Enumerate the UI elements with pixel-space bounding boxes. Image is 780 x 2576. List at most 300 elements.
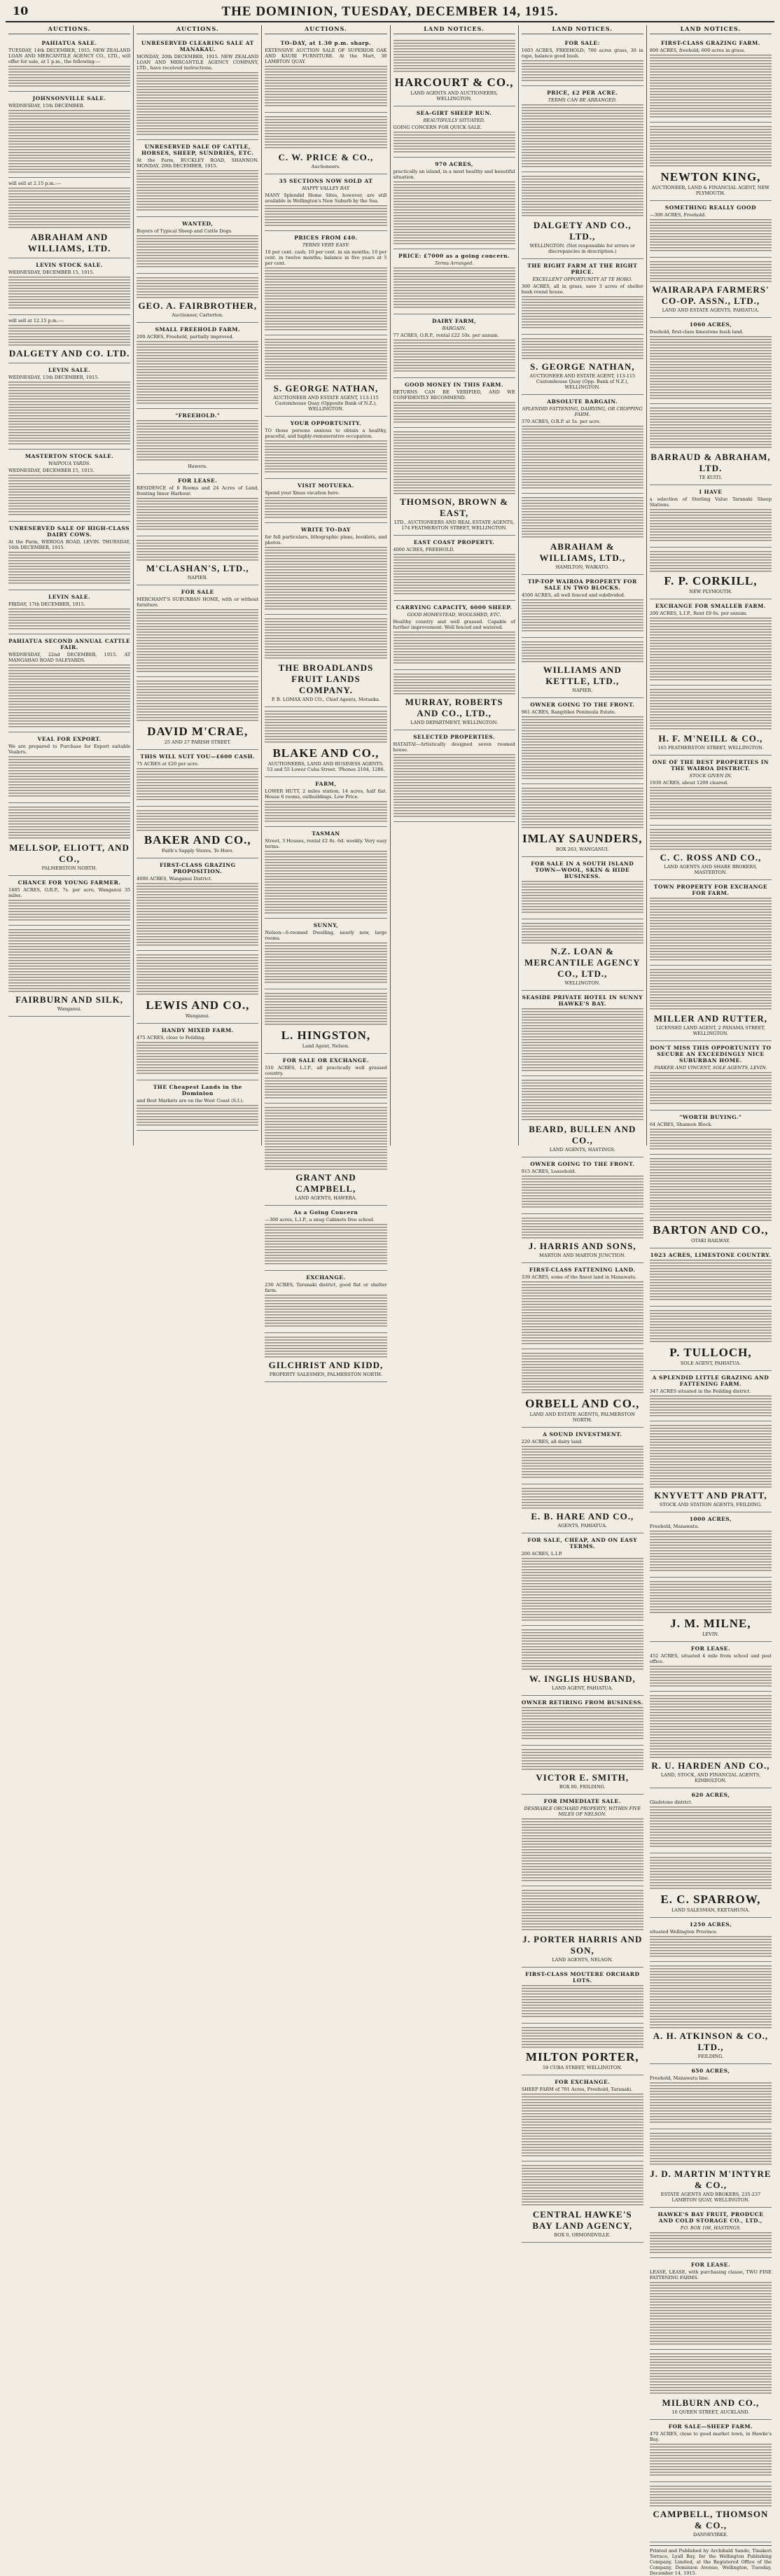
advertisement bbox=[650, 404, 772, 485]
advertisement bbox=[522, 1263, 643, 1349]
dense-text-block bbox=[265, 339, 386, 381]
advertisement bbox=[137, 474, 258, 536]
ad-title: TOWN PROPERTY FOR EXCHANGE FOR FARM. bbox=[653, 884, 768, 896]
dense-text-block bbox=[137, 681, 258, 723]
advertisement bbox=[522, 698, 643, 784]
ad-title: WRITE TO-DAY bbox=[300, 527, 351, 533]
column-1 bbox=[6, 25, 134, 1146]
ad-body: Healthy country and well grassed. Capable of further improvement. Well fenced and watered. bbox=[393, 619, 515, 630]
ad-body: 10 per cent. cash; 10 per cent. in six months; 10 per cent. in twelve months; balance in five years at 5 per cent. bbox=[265, 249, 387, 266]
ad-agent-name: M'CLASHAN'S, LTD., bbox=[146, 563, 249, 573]
ad-body: LEASE, LEASE, with purchasing clause, TWO FINE FATTENING FARMS. bbox=[649, 2269, 772, 2281]
dense-text-block bbox=[8, 475, 130, 517]
dense-text-block bbox=[522, 1629, 643, 1671]
advertisement bbox=[265, 777, 386, 827]
dense-text-block bbox=[137, 498, 258, 531]
dense-text-block bbox=[8, 325, 130, 346]
ad-address: LAND SALESMAN, EKETAHUNA. bbox=[671, 1907, 750, 1913]
advertisement bbox=[650, 1578, 772, 1642]
ad-agent-name: ABRAHAM & WILLIAMS, LTD., bbox=[539, 541, 626, 563]
dense-text-block bbox=[650, 1965, 772, 2028]
advertisement bbox=[265, 36, 386, 113]
dense-text-block bbox=[137, 810, 258, 831]
advertisement bbox=[650, 2129, 772, 2208]
ad-agent-name: MILLER AND RUTTER, bbox=[653, 1013, 767, 1024]
ad-subtitle: DESIRABLE ORCHARD PROPERTY, WITHIN FIVE MILES OF NELSON. bbox=[524, 1806, 641, 1817]
ad-address: TE KUITI. bbox=[699, 475, 723, 480]
dense-text-block bbox=[522, 1890, 643, 1932]
ad-title: 1060 ACRES, bbox=[689, 321, 732, 328]
ad-title: LEVIN SALE. bbox=[48, 594, 91, 600]
advertisement bbox=[137, 677, 258, 750]
advertisement bbox=[650, 1248, 772, 1307]
advertisement bbox=[8, 178, 130, 258]
ad-title: TASMAN bbox=[312, 830, 340, 837]
ad-body: 339 ACRES, some of the finest land in Manawatu. bbox=[521, 1274, 637, 1280]
page-number: 10 bbox=[13, 4, 29, 18]
advertisement bbox=[522, 1214, 643, 1263]
dense-text-block bbox=[650, 1310, 772, 1344]
ad-agent-name: S. GEORGE NATHAN, bbox=[529, 361, 635, 372]
ad-body: MERCHANT'S SUBURBAN HOME, with or without furniture. bbox=[137, 597, 259, 608]
dense-text-block bbox=[650, 2282, 772, 2345]
ad-title: WANTED, bbox=[182, 221, 214, 227]
ad-body: 4000 ACRES, FREEHOLD. bbox=[393, 547, 455, 552]
ad-agent-name: HARCOURT & CO., bbox=[394, 76, 514, 89]
dense-text-block bbox=[394, 40, 515, 74]
dense-text-block bbox=[137, 277, 258, 298]
ad-address: LAND, STOCK, AND FINANCIAL AGENTS, KIMBOLTON. bbox=[660, 1772, 761, 1783]
ad-address: WELLINGTON. (Not responsible for errors or discrepancies in description.) bbox=[529, 243, 636, 254]
ad-body: MANY Splendid Home Sites, however, are still available in Wellington's New Suburb by the Sea. bbox=[265, 193, 387, 204]
dense-text-block bbox=[522, 1558, 643, 1621]
dense-text-block bbox=[265, 1224, 386, 1266]
dense-text-block bbox=[650, 1395, 772, 1416]
dense-text-block bbox=[522, 426, 643, 489]
advertisement bbox=[650, 1853, 772, 1918]
advertisement bbox=[522, 1428, 643, 1484]
advertisement bbox=[650, 201, 772, 258]
ad-title: EAST COAST PROPERTY. bbox=[413, 539, 495, 545]
column-2 bbox=[134, 25, 262, 1146]
ad-address: WELLINGTON. bbox=[564, 980, 601, 986]
dense-text-block bbox=[137, 1042, 258, 1075]
advertisement bbox=[522, 638, 643, 698]
ad-address: 25 AND 27 PARISH STREET. bbox=[164, 739, 231, 745]
ad-address: MARTON AND MARTON JUNCTION. bbox=[539, 1253, 626, 1258]
dense-text-block bbox=[650, 2133, 772, 2166]
ad-address: BOX 9, ORMONDVILLE. bbox=[554, 2232, 611, 2238]
advertisement bbox=[522, 335, 643, 395]
dense-text-block bbox=[650, 829, 772, 850]
advertisement bbox=[650, 966, 772, 1041]
ad-agent-name: GRANT AND CAMPBELL, bbox=[295, 1172, 356, 1194]
ad-title: FARM, bbox=[315, 781, 337, 787]
advertisement bbox=[650, 485, 772, 548]
advertisement bbox=[522, 2075, 643, 2161]
dense-text-block bbox=[522, 1707, 643, 1741]
ad-address: NAPIER. bbox=[572, 688, 593, 693]
ad-title: MASTERTON STOCK SALE. bbox=[25, 453, 114, 459]
ad-title: FOR SALE—SHEEP FARM. bbox=[668, 2423, 753, 2430]
advertisement bbox=[137, 274, 258, 323]
columns bbox=[6, 25, 774, 2576]
ad-address: Hawera. bbox=[188, 464, 208, 469]
column-3 bbox=[262, 25, 390, 1377]
advertisement bbox=[522, 1484, 643, 1533]
ad-body: SHEEP FARM of 701 Acres, Freehold, Taranaki. bbox=[521, 2087, 633, 2092]
advertisement bbox=[265, 1333, 386, 1382]
dense-text-block bbox=[650, 1531, 772, 1573]
ad-title: CARRYING CAPACITY, 6000 SHEEP. bbox=[396, 604, 513, 611]
ad-subtitle: BARGAIN. bbox=[442, 326, 466, 331]
advertisement bbox=[522, 2024, 643, 2075]
ad-agent-name: GILCHRIST AND KIDD, bbox=[268, 1360, 384, 1370]
dense-text-block bbox=[265, 116, 386, 150]
ad-body: HATAITAI—Artistically designed seven roomed house. bbox=[393, 742, 515, 753]
ad-subtitle: STOCK GIVEN IN. bbox=[689, 773, 732, 779]
ad-title: 1023 ACRES, LIMESTONE COUNTRY. bbox=[650, 1252, 772, 1258]
ad-body: 470 ACRES, close to good market town, in Hawke's Bay. bbox=[649, 2431, 772, 2442]
advertisement bbox=[8, 590, 130, 634]
ad-agent-name: BARRAUD & ABRAHAM, LTD. bbox=[650, 452, 771, 473]
advertisement bbox=[522, 575, 643, 638]
advertisement bbox=[137, 217, 258, 274]
ad-address: BOX 263, WANGANUI. bbox=[555, 847, 609, 852]
advertisement bbox=[522, 784, 643, 857]
ad-body: WEDNESDAY, DECEMBER 15, 1915. bbox=[8, 468, 95, 473]
ad-body: 200 ACRES, L.I.P., Rent £9 6s. per annum. bbox=[649, 611, 748, 616]
advertisement bbox=[265, 1103, 386, 1206]
dense-text-block bbox=[137, 170, 258, 212]
dense-text-block bbox=[522, 1446, 643, 1480]
ad-body: 220 ACRES, all dairy land. bbox=[521, 1439, 583, 1444]
advertisement bbox=[265, 335, 386, 417]
advertisement bbox=[522, 172, 643, 259]
ad-title: PRICE, £2 PER ACRE. bbox=[547, 90, 618, 96]
ad-title: TIP-TOP WAIROA PROPERTY FOR SALE IN TWO BLOCKS. bbox=[527, 578, 637, 591]
ad-body: 1603 ACRES, FREEHOLD; 700 acres grass, 30 in rape, balance good bush. bbox=[521, 48, 643, 59]
advertisement bbox=[522, 1795, 643, 1886]
ad-address: NAPIER. bbox=[187, 575, 208, 580]
publisher-imprint: Printed and Published by Archibald Sando, Tinakori Terrace, Lyall Bay, for the Wellington Publishing Company, Limited, at the Registered Office of the Company, Dominion Avenue, Wellington, Tuesday, December 14, 1915. bbox=[650, 2545, 772, 2576]
ad-body: WEDNESDAY, DECEMBER 15, 1915. bbox=[8, 270, 95, 275]
ad-address: NEW PLYMOUTH. bbox=[689, 589, 732, 594]
advertisement bbox=[8, 803, 130, 876]
ad-agent-name: THE BROADLANDS FRUIT LANDS COMPANY. bbox=[278, 662, 374, 695]
dense-text-block bbox=[522, 1353, 643, 1395]
ad-address: HAMILTON, WAIKATO. bbox=[555, 564, 609, 570]
dense-text-block bbox=[394, 431, 515, 494]
column-heading: LAND NOTICES. bbox=[394, 25, 515, 34]
advertisement bbox=[394, 730, 515, 822]
ad-address: PALMERSTON NORTH. bbox=[41, 865, 97, 871]
ad-agent-name: GEO. A. FAIRBROTHER, bbox=[138, 300, 258, 311]
dense-text-block bbox=[265, 993, 386, 1026]
dense-text-block bbox=[650, 408, 772, 450]
dense-text-block bbox=[650, 1857, 772, 1891]
ad-title: EXCHANGE FOR SMALLER FARM. bbox=[655, 603, 766, 609]
ad-body: Spend your Xmas vacation here. bbox=[265, 490, 340, 496]
ad-body: a selection of Sterling Value Taranaki Sheep Stations. bbox=[649, 496, 772, 508]
ad-title: FIRST-CLASS MOUTERE ORCHARD LOTS. bbox=[525, 1971, 640, 1984]
ad-agent-name: J. HARRIS AND SONS, bbox=[528, 1241, 636, 1251]
ad-body: 800 ACRES, freehold; 600 acres in grass. bbox=[649, 48, 746, 53]
dense-text-block bbox=[650, 219, 772, 253]
ad-title: THE Cheapest Lands in the Dominion bbox=[153, 1084, 242, 1096]
dense-text-block bbox=[137, 954, 258, 996]
newspaper-title: THE DOMINION, TUESDAY, DECEMBER 14, 1915. bbox=[221, 4, 559, 19]
advertisement bbox=[522, 1076, 643, 1157]
ad-address: Land Agent, Nelson. bbox=[302, 1043, 350, 1049]
advertisement bbox=[8, 522, 130, 590]
ad-body: TUESDAY, 14th DECEMBER, 1915. NEW ZEALAND LOAN AND MERCANTILE AGENCY CO., LTD., will offer for sale, at 1 p.m., the following:— bbox=[8, 48, 131, 64]
ad-title: 650 ACRES, bbox=[691, 2068, 730, 2074]
ad-title: THE RIGHT FARM AT THE RIGHT PRICE. bbox=[527, 263, 638, 275]
ad-agent-name: DALGETY AND CO., LTD., bbox=[533, 220, 632, 242]
dense-text-block bbox=[394, 632, 515, 665]
ad-agent-name: WILLIAMS AND KETTLE, LTD., bbox=[543, 664, 622, 686]
ad-address: LAND AGENT, PAHIATUA. bbox=[552, 1685, 613, 1691]
ad-title: FIRST-CLASS FATTENING LAND. bbox=[529, 1267, 636, 1273]
advertisement bbox=[650, 258, 772, 318]
dense-text-block bbox=[394, 181, 515, 244]
dense-text-block bbox=[394, 554, 515, 596]
ad-agent-name: S. GEORGE NATHAN, bbox=[273, 383, 379, 394]
ad-agent-name: L. HINGSTON, bbox=[281, 1029, 371, 1042]
advertisement bbox=[650, 685, 772, 756]
dense-text-block bbox=[8, 756, 130, 798]
dense-text-block bbox=[650, 1158, 772, 1221]
ad-title: SEA-GIRT SHEEP RUN. bbox=[416, 110, 492, 116]
ad-body: for full particulars, lithographic plans, booklets, and photos. bbox=[265, 534, 387, 545]
ad-agent-name: WAIRARAPA FARMERS' CO-OP. ASSN., LTD., bbox=[652, 284, 769, 306]
dense-text-block bbox=[137, 420, 258, 462]
ad-agent-name: W. INGLIS HUSBAND, bbox=[529, 1673, 636, 1684]
advertisement bbox=[265, 919, 386, 989]
advertisement bbox=[650, 2064, 772, 2129]
ad-subtitle: EXCELLENT OPPORTUNITY AT TE HORO. bbox=[532, 277, 632, 282]
dense-text-block bbox=[265, 942, 386, 984]
ad-body: RETURNS CAN BE VERIFIED, AND WE CONFIDENTLY RECOMMEND. bbox=[393, 389, 515, 401]
advertisement bbox=[522, 36, 643, 86]
dense-text-block bbox=[137, 540, 258, 561]
column-5 bbox=[519, 25, 647, 2238]
dense-text-block bbox=[522, 1818, 643, 1881]
dense-text-block bbox=[265, 547, 386, 610]
column-heading: AUCTIONS. bbox=[137, 25, 258, 34]
dense-text-block bbox=[522, 788, 643, 830]
ad-body: and Best Markets are on the West Coast (S.I.). bbox=[137, 1098, 244, 1103]
ad-agent-name: LEWIS AND CO., bbox=[146, 998, 250, 1012]
ad-body: will sell at 2.15 p.m.:— bbox=[8, 181, 62, 186]
dense-text-block bbox=[522, 296, 643, 330]
advertisement bbox=[650, 548, 772, 599]
ad-subtitle: SPLENDID FATTENING, DAIRYING, OR CROPPING FARM. bbox=[522, 406, 643, 417]
ad-body: FRIDAY, 17th DECEMBER, 1915. bbox=[8, 601, 85, 607]
ad-body: MONDAY, 20th DECEMBER, 1915. NEW ZEALAND LOAN AND MERCANTILE AGENCY COMPANY, LTD., have received instructions. bbox=[137, 54, 259, 71]
ad-body: We are prepared to Purchase for Export suitable Vealers. bbox=[8, 744, 131, 755]
ad-body: 452 ACRES, situated 4 mile from school and post office. bbox=[649, 1653, 772, 1664]
ad-agent-name: E. B. HARE AND CO., bbox=[531, 1511, 634, 1522]
advertisement bbox=[265, 113, 386, 174]
ad-title: As a Going Concern bbox=[293, 1209, 358, 1216]
ad-agent-name: J. D. MARTIN M'INTYRE & CO., bbox=[650, 2168, 772, 2190]
ad-agent-name: FAIRBURN AND SILK, bbox=[15, 994, 124, 1005]
ad-address: LAND AGENTS AND SHARE BROKERS, MASTERTON. bbox=[664, 864, 758, 875]
dense-text-block bbox=[137, 883, 258, 946]
ad-title: FOR LEASE. bbox=[178, 478, 218, 484]
advertisement bbox=[522, 395, 643, 494]
advertisement bbox=[650, 2420, 772, 2482]
dense-text-block bbox=[650, 969, 772, 1011]
dense-text-block bbox=[8, 188, 130, 230]
advertisement bbox=[522, 1696, 643, 1746]
advertisement bbox=[650, 2208, 772, 2258]
ad-title: JOHNSONVILLE SALE. bbox=[32, 95, 106, 102]
dense-text-block bbox=[650, 261, 772, 282]
ad-address: AUCTIONEER AND ESTATE AGENT, 113-115 Customhouse Quay (Opposite Bank of N.Z.), WELLINGTON. bbox=[273, 395, 379, 412]
dense-text-block bbox=[394, 674, 515, 695]
advertisement bbox=[8, 258, 130, 315]
ad-body: 64 ACRES, Shannon Block. bbox=[649, 1122, 713, 1127]
ad-address: PROPERTY SALESMEN, PALMERSTON NORTH. bbox=[269, 1372, 383, 1377]
dense-text-block bbox=[8, 110, 130, 173]
dense-text-block bbox=[265, 66, 386, 108]
ad-title: DON'T MISS THIS OPPORTUNITY TO SECURE AN EXCEEDINGLY NICE SUBURBAN HOME. bbox=[650, 1045, 772, 1064]
ad-subtitle: BEAUTIFULLY SITUATED. bbox=[423, 118, 485, 123]
ad-title: FIRST-CLASS GRAZING PROPOSITION. bbox=[160, 862, 236, 875]
advertisement bbox=[650, 1307, 772, 1371]
advertisement bbox=[265, 417, 386, 479]
ad-address: AUCTIONEERS, LAND AND BUSINESS AGENTS. 53 and 55 Lower Cuba Street. 'Phones 2104, 1286. bbox=[267, 761, 385, 772]
ad-subtitle: WAIPOUA YARDS. bbox=[48, 461, 91, 466]
ad-address: LAND AGENTS, NELSON. bbox=[552, 1957, 613, 1963]
advertisement bbox=[522, 919, 643, 991]
advertisement bbox=[265, 1271, 386, 1333]
dense-text-block bbox=[522, 1008, 643, 1071]
advertisement bbox=[265, 615, 386, 707]
dense-text-block bbox=[522, 104, 643, 167]
advertisement bbox=[137, 858, 258, 951]
advertisement bbox=[650, 1041, 772, 1111]
dense-text-block bbox=[394, 132, 515, 153]
advertisement bbox=[394, 158, 515, 249]
advertisement bbox=[650, 1512, 772, 1578]
ad-title: TO-DAY, at 1.30 p.m. sharp. bbox=[280, 40, 372, 46]
advertisement bbox=[137, 951, 258, 1024]
ad-address: OTAKI RAILWAY. bbox=[691, 1238, 730, 1244]
dense-text-block bbox=[650, 2353, 772, 2395]
ad-address: 16 QUEEN STREET, AUCKLAND. bbox=[671, 2409, 750, 2415]
ad-subtitle: TERMS VERY EASY: bbox=[302, 242, 350, 248]
advertisement bbox=[650, 1692, 772, 1788]
advertisement bbox=[8, 926, 130, 1017]
advertisement bbox=[265, 1054, 386, 1103]
ad-title: SUNNY, bbox=[313, 922, 339, 928]
ad-title: FOR EXCHANGE. bbox=[555, 2079, 611, 2085]
advertisement bbox=[650, 1371, 772, 1421]
advertisement bbox=[650, 2482, 772, 2542]
ad-title: SMALL FREEHOLD FARM. bbox=[155, 326, 241, 333]
advertisement bbox=[522, 1157, 643, 1214]
ad-title: 1000 ACRES, bbox=[689, 1516, 732, 1522]
ad-title: EXCHANGE. bbox=[306, 1274, 346, 1281]
dense-text-block bbox=[522, 1749, 643, 1770]
ad-agent-name: A. H. ATKINSON & CO., LTD., bbox=[653, 2031, 769, 2052]
ad-title: UNRESERVED SALE OF HIGH-CLASS DAIRY COWS. bbox=[9, 525, 130, 538]
dense-text-block bbox=[137, 235, 258, 269]
ad-title: FOR SALE bbox=[181, 589, 214, 595]
advertisement bbox=[137, 536, 258, 585]
dense-text-block bbox=[650, 1936, 772, 1957]
ad-address: SOLE AGENT, PAHIATUA. bbox=[680, 1360, 741, 1366]
ad-title: FIRST-CLASS GRAZING FARM. bbox=[660, 40, 760, 46]
advertisement bbox=[8, 450, 130, 522]
ad-title: CHANCE FOR YOUNG FARMER. bbox=[18, 879, 121, 886]
ad-agent-name: C. C. ROSS AND CO., bbox=[660, 852, 762, 863]
advertisement bbox=[650, 2258, 772, 2350]
ad-agent-name: CENTRAL HAWKE'S BAY LAND AGENCY, bbox=[532, 2209, 633, 2231]
advertisement bbox=[394, 106, 515, 158]
ad-agent-name: KNYVETT AND PRATT, bbox=[654, 1490, 767, 1501]
dense-text-block bbox=[522, 1281, 643, 1344]
ad-address: LAND AND ESTATE AGENTS, PAHIATUA. bbox=[662, 307, 760, 313]
ad-title: THIS WILL SUIT YOU—£600 CASH. bbox=[140, 753, 256, 760]
advertisement bbox=[522, 86, 643, 172]
ad-title: SELECTED PROPERTIES. bbox=[413, 734, 496, 740]
ad-agent-name: BEARD, BULLEN AND CO., bbox=[529, 1124, 636, 1146]
ad-body: WEDNESDAY, 15th DECEMBER. bbox=[8, 103, 85, 109]
advertisement bbox=[137, 409, 258, 474]
ad-agent-name: R. U. HARDEN AND CO., bbox=[651, 1760, 770, 1771]
ad-body: 230 ACRES, Taranaki district, good flat or shelter farm. bbox=[265, 1282, 387, 1293]
ad-agent-name: MILTON PORTER, bbox=[525, 2050, 639, 2063]
ad-body: 961 ACRES, Rangitikei Peninsula Estate. bbox=[521, 709, 616, 715]
dense-text-block bbox=[522, 641, 643, 662]
ad-agent-name: N.Z. LOAN & MERCANTILE AGENCY CO., LTD., bbox=[524, 946, 641, 979]
dense-text-block bbox=[137, 609, 258, 672]
ad-title: SOMETHING REALLY GOOD bbox=[664, 204, 757, 211]
dense-text-block bbox=[265, 205, 386, 226]
ad-title: FOR LEASE. bbox=[690, 1645, 731, 1652]
ad-address: LICENSED LAND AGENT, 2 PANAMA STREET, WELLINGTON. bbox=[656, 1025, 765, 1036]
dense-text-block bbox=[522, 716, 643, 779]
dense-text-block bbox=[137, 341, 258, 404]
column-heading: AUCTIONS. bbox=[8, 25, 130, 34]
ad-body: WEDNESDAY, 15th DECEMBER, 1915. bbox=[8, 375, 99, 380]
column-heading: AUCTIONS. bbox=[265, 25, 386, 34]
ad-address: AGENTS, PAHIATUA. bbox=[557, 1523, 607, 1529]
ad-title: FOR SALE, CHEAP, AND ON EASY TERMS. bbox=[527, 1537, 638, 1550]
dense-text-block bbox=[522, 923, 643, 944]
ad-agent-name: J. M. MILNE, bbox=[670, 1617, 751, 1630]
ad-address: LAND AND ESTATE AGENTS, PALMERSTON NORTH. bbox=[529, 1412, 635, 1423]
dense-text-block bbox=[394, 340, 515, 373]
advertisement bbox=[522, 1349, 643, 1428]
ad-body: TO those persons anxious to obtain a healthy, peaceful, and highly-remunerative occupation. bbox=[265, 428, 387, 439]
dense-text-block bbox=[650, 2082, 772, 2124]
dense-text-block bbox=[522, 176, 643, 218]
ad-body: WEDNESDAY, 22nd DECEMBER, 1915. AT MANGAHAO ROAD SALEYARDS. bbox=[8, 652, 131, 663]
advertisement bbox=[8, 92, 130, 178]
dense-text-block bbox=[265, 267, 386, 330]
advertisement bbox=[394, 670, 515, 730]
advertisement bbox=[265, 827, 386, 919]
dense-text-block bbox=[137, 768, 258, 802]
dense-text-block bbox=[522, 60, 643, 81]
advertisement bbox=[8, 363, 130, 450]
